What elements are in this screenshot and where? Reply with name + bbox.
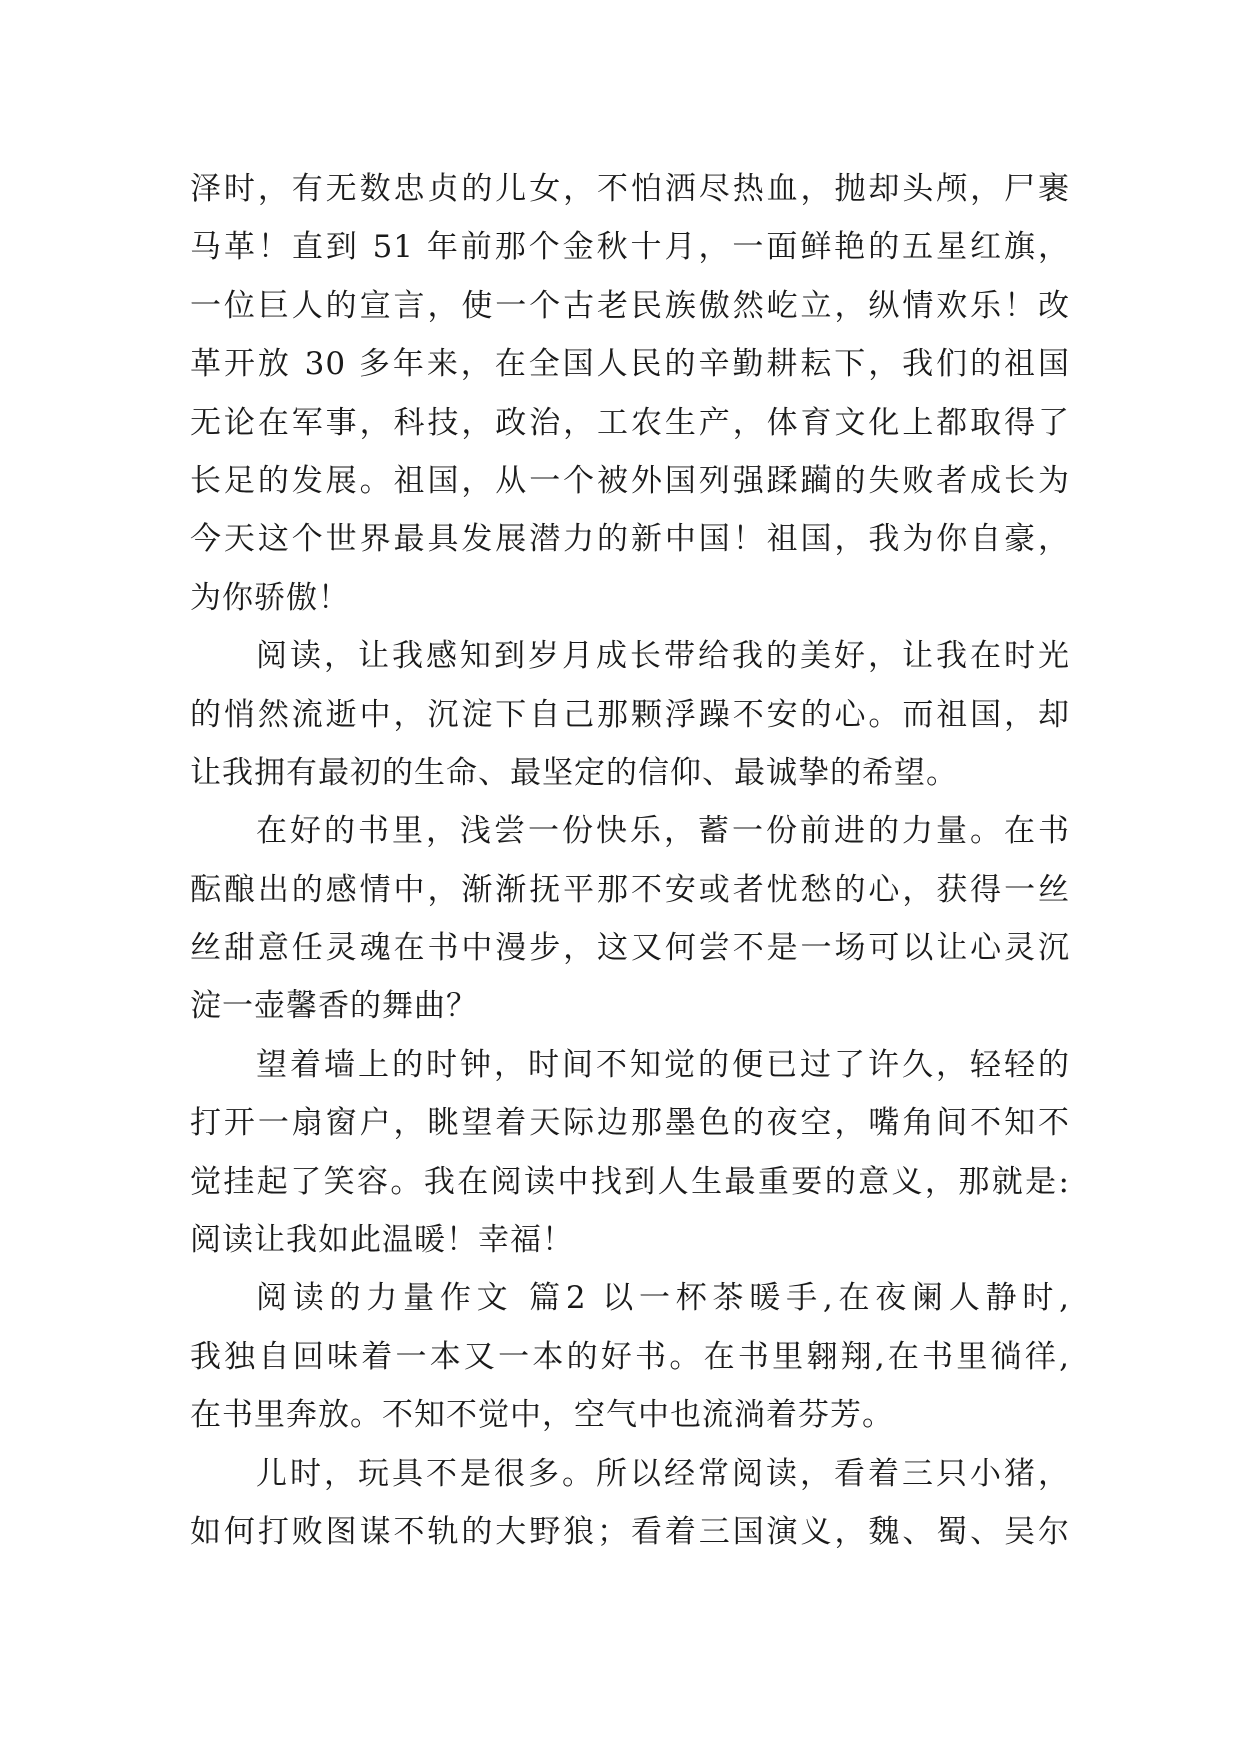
text-line: 觉挂起了笑容。我在阅读中找到人生最重要的意义，那就是:	[190, 1163, 1070, 1200]
text-line: 儿时，玩具不是很多。所以经常阅读，看着三只小猪，	[256, 1455, 1070, 1492]
text-line: 如何打败图谋不轨的大野狼；看着三国演义，魏、蜀、吴尔	[190, 1513, 1070, 1550]
text-line: 酝酿出的感情中，渐渐抚平那不安或者忧愁的心，获得一丝	[190, 871, 1070, 908]
text-line: 今天这个世界最具发展潜力的新中国！祖国，我为你自豪，	[190, 521, 1070, 558]
text-line: 阅读，让我感知到岁月成长带给我的美好，让我在时光	[256, 638, 1070, 675]
text-line: 阅读的力量作文 篇2 以一杯茶暖手,在夜阑人静时,	[256, 1280, 1070, 1317]
text-line: 一位巨人的宣言，使一个古老民族傲然屹立，纵情欢乐！改	[190, 287, 1070, 324]
text-line: 无论在军事，科技，政治，工农生产，体育文化上都取得了	[190, 404, 1070, 441]
text-line: 革开放 30 多年来，在全国人民的辛勤耕耘下，我们的祖国	[190, 346, 1070, 383]
text-line: 丝甜意任灵魂在书中漫步，这又何尝不是一场可以让心灵沉	[190, 930, 1070, 967]
text-line: 在书里奔放。不知不觉中，空气中也流淌着芬芳。	[190, 1397, 894, 1434]
document-body	[190, 160, 1070, 1561]
text-line: 淀一壶馨香的舞曲？	[190, 988, 478, 1025]
text-line: 望着墙上的时钟，时间不知觉的便已过了许久，轻轻的	[256, 1046, 1070, 1083]
text-line: 我独自回味着一本又一本的好书。在书里翱翔,在书里徜徉,	[190, 1338, 1070, 1375]
text-line: 让我拥有最初的生命、最坚定的信仰、最诚挚的希望。	[190, 754, 958, 791]
text-line: 打开一扇窗户，眺望着天际边那墨色的夜空，嘴角间不知不	[190, 1105, 1070, 1142]
text-line: 阅读让我如此温暖！幸福！	[190, 1222, 574, 1259]
text-line: 在好的书里，浅尝一份快乐，蓄一份前进的力量。在书	[256, 813, 1070, 850]
text-line: 泽时，有无数忠贞的儿女，不怕洒尽热血，抛却头颅，尸裹	[190, 171, 1070, 207]
text-line: 马革！直到 51 年前那个金秋十月，一面鲜艳的五星红旗，	[190, 229, 1070, 266]
text-line: 的悄然流逝中，沉淀下自己那颗浮躁不安的心。而祖国，却	[190, 696, 1070, 733]
text-line: 为你骄傲！	[190, 579, 350, 616]
text-line: 长足的发展。祖国，从一个被外国列强蹂躏的失败者成长为	[190, 462, 1070, 499]
